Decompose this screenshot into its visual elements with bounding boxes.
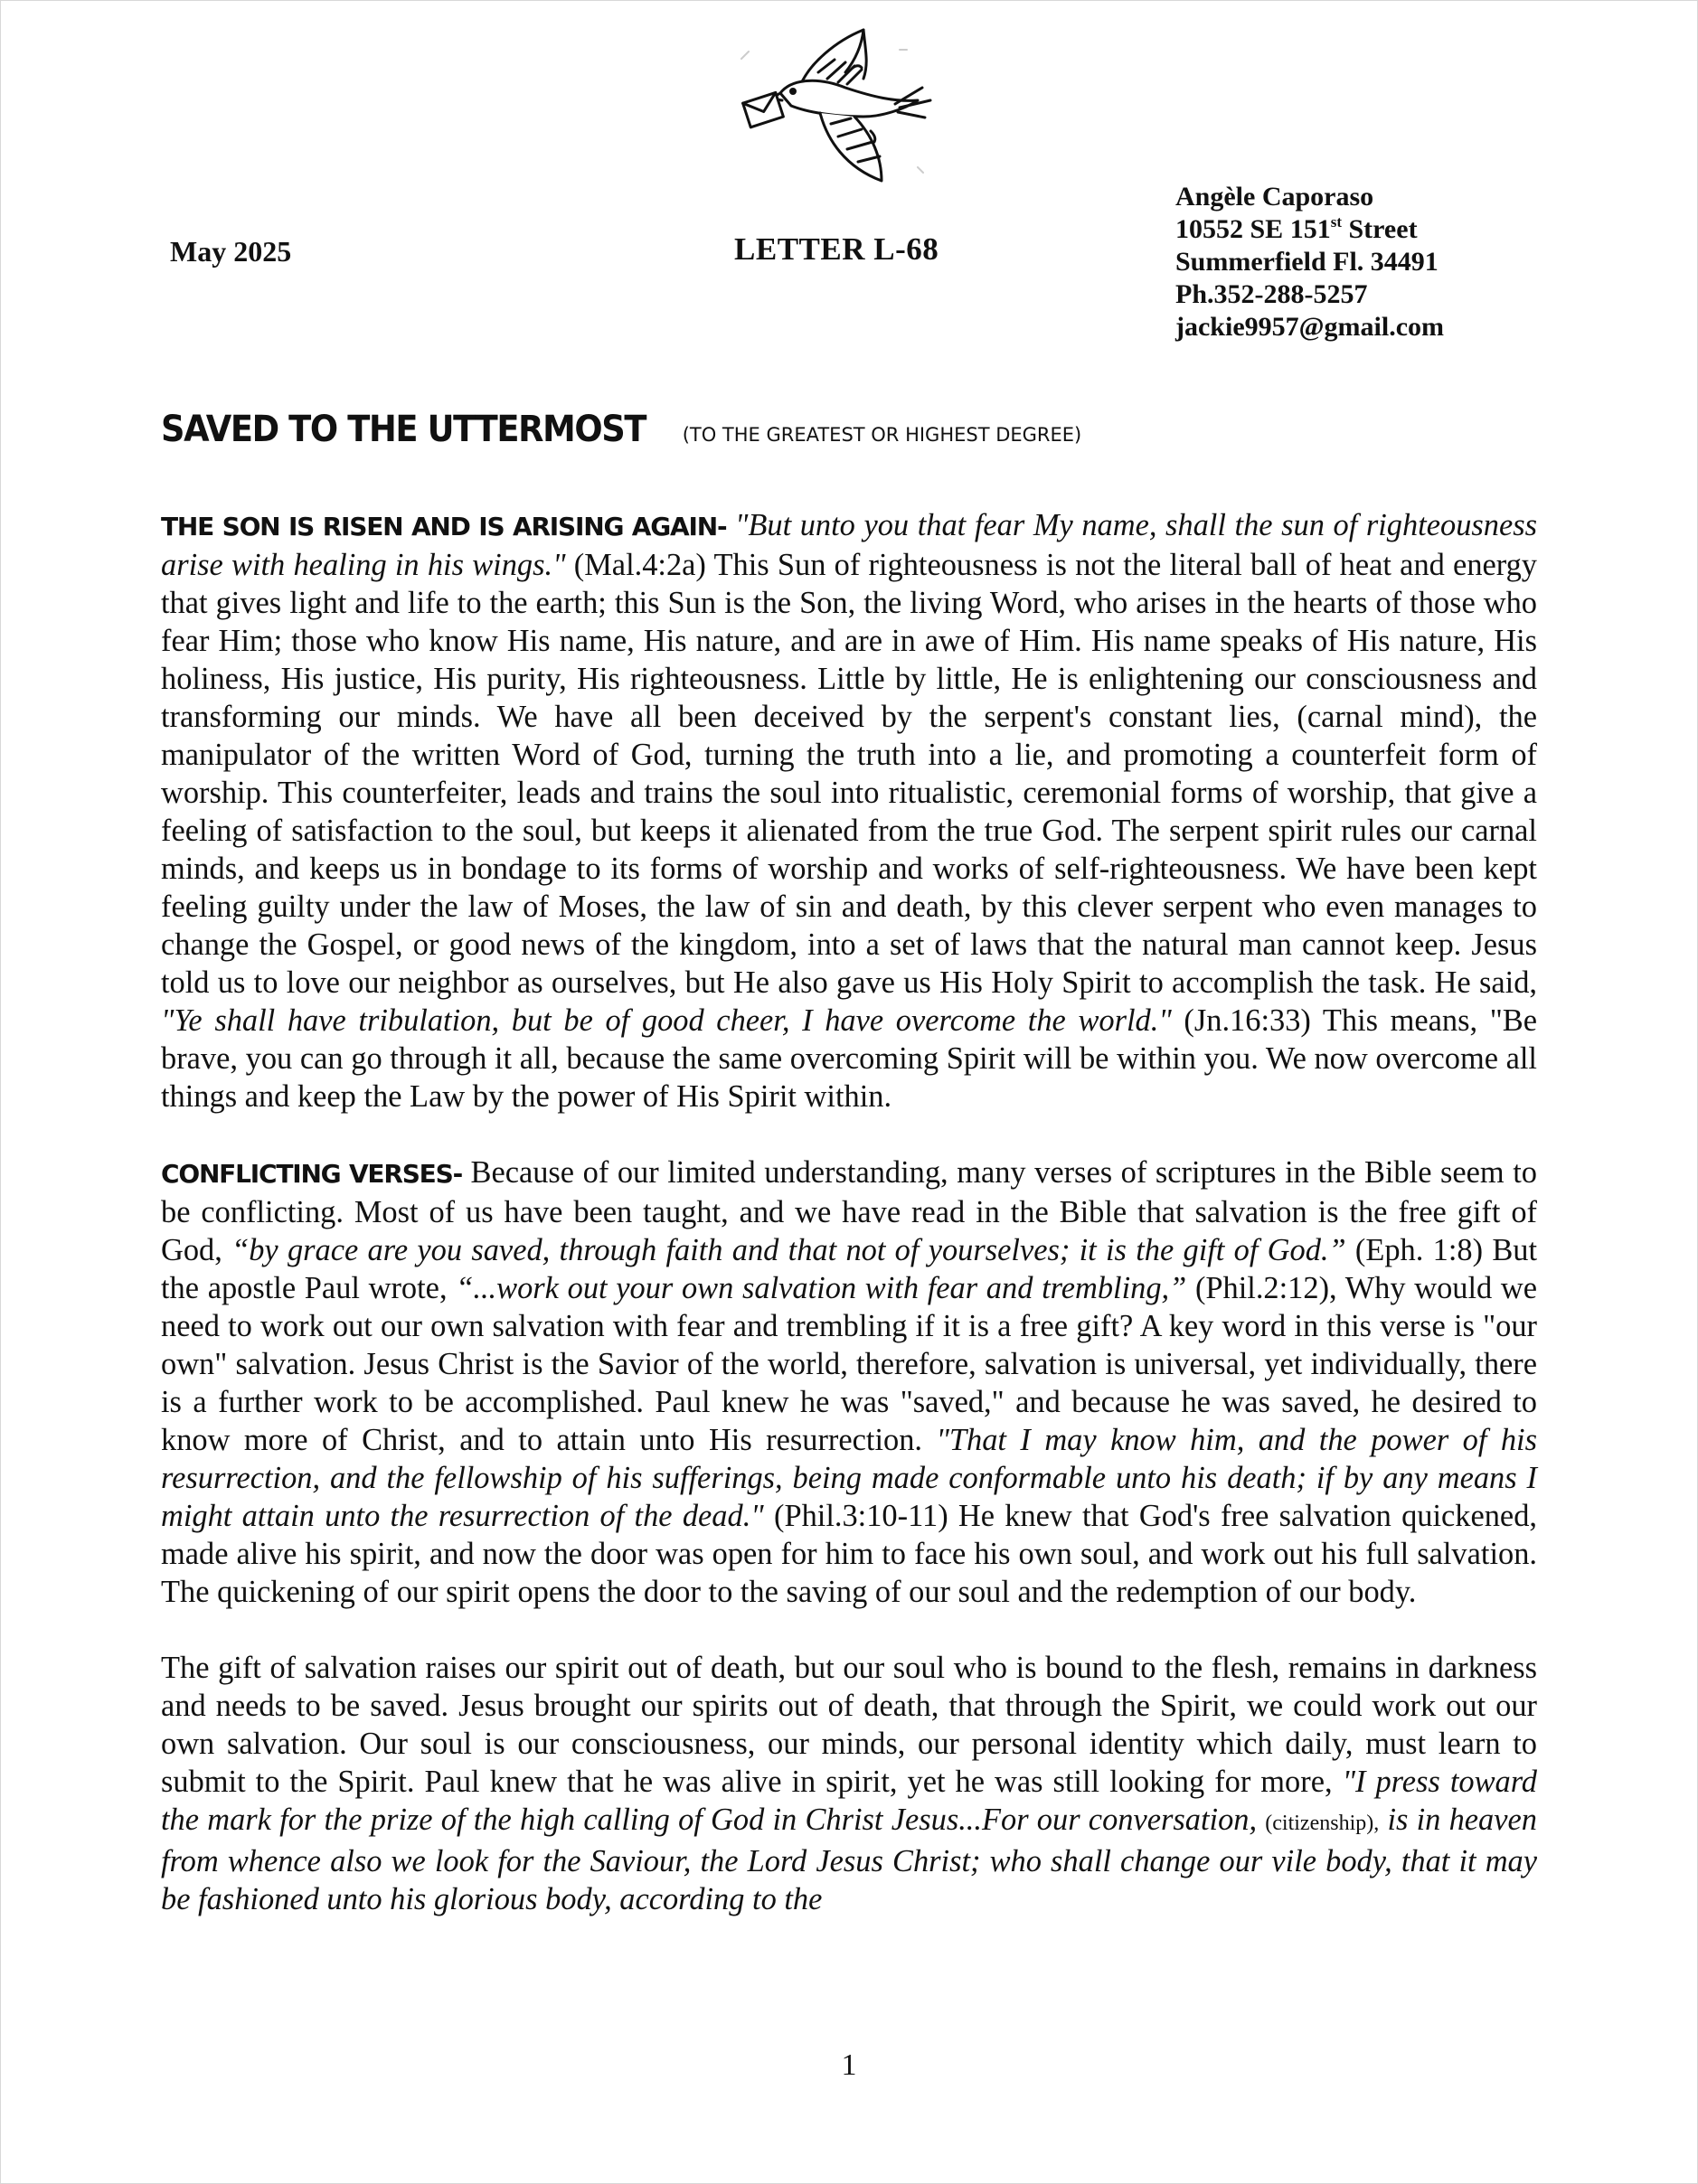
section-heading: CONFLICTING VERSES- [161,1159,471,1189]
paragraph-text: (Mal.4:2a) This Sun of righteousness is not the literal ball of heat and energy that gives light and life to the earth; this Sun is the Son, the living Word, who arises in the hearts of those who fear Him; those who know His name, His nature, and are in awe of Him. His name speaks of His nature, His holiness, His justice, His purity, His righteousness. Little by little, He is enlightening our consciousness and transforming our minds. We have all been deceived by the serpent's constant lies, (carnal mind), the manipulator of the written Word of God, turning the truth into a lie, and promoting a counterfeit form of worship. This counterfeiter, leads and trains the soul into ritualistic, ceremonial forms of worship, that give a feeling of satisfaction to the soul, but keeps it alienated from the true God. The serpent spirit rules our carnal minds, and keeps us in bondage to its forms of worship and works of self-righteousness. We have been kept feeling guilty under the law of Moses, the law of sin and death, by this clever serpent who even manages to change the Gospel, or good news of the kingdom, into a set of laws that the natural man cannot keep. Jesus told us to love our neighbor as ourselves, but He also gave us His Holy Spirit to accomplish the task. He said, [161,548,1538,1000]
page-number: 1 [841,2048,857,2082]
dove-with-letter-icon [737,23,936,190]
scripture-quote: "That I may know him, and the power of his resurrection, and the fellowship of his sufferings, being made conformable unto his death; if by any means I might attain unto the resurrection of the dead." [161,1423,1537,1533]
letter-date: May 2025 [170,235,292,268]
scripture-quote: "Ye shall have tribulation, but be of good cheer, I have overcome the world." [161,1003,1172,1038]
paragraph-text: (Eph. 1:8) But the apostle Paul wrote, [161,1233,1538,1305]
paragraph-text: (Jn.16:33) This means, "Be brave, you can go through it all, because the same overcoming Spirit will be within you. We now overcome all things and keep the Law by the power of His Spirit within. [161,1003,1537,1114]
street-name: Street [1341,214,1418,244]
scripture-quote: “...work out your own salvation with fear and trembling,” [456,1271,1187,1305]
paragraph-conflicting-verses [161,1153,1537,1611]
paragraph-text: The gift of salvation raises our spirit out of death, but our soul who is bound to the flesh, remains in darkness and needs to be saved. Jesus brought our spirits out of death, that through the Spirit, we could work out our own salvation. Our soul is our consciousness, our minds, our personal identity which daily, must learn to submit to the Spirit. Paul knew that he was alive in spirit, yet he was still looking for more, [161,1651,1537,1799]
main-heading [161,409,1081,450]
paragraph-text: (Phil.3:10-11) He knew that God's free salvation quickened, made alive his spirit, and now the door was open for him to face his own soul, and work out his full salvation. The quickening of our spirit opens the door to the saving of our soul and the redemption of our body. [161,1499,1537,1609]
street-suffix: st [1330,213,1342,231]
paragraph-text: Because of our limited understanding, many verses of scriptures in the Bible seem to be conflicting. Most of us have been taught, and we have read in the Bible that salvation is the free gift of God, [161,1155,1537,1267]
sender-address-block [1175,181,1444,344]
sender-city: Summerfield Fl. 34491 [1175,247,1439,277]
sender-street [1175,213,1444,246]
letter-body [161,506,1537,1956]
scripture-quote: "I press toward the mark for the prize of the high calling of God in Christ Jesus...For our conversation, [161,1765,1538,1837]
paragraph-text: (Phil.2:12), Why would we need to work out our own salvation with fear and trembling if it is a free gift? A key word in this verse is "our own" salvation. Jesus Christ is the Savior of the world, therefore, salvation is universal, yet individually, there is a further work to be accomplished. Paul knew he was "saved," and because he was saved, he desired to know more of Christ, and to attain unto His resurrection. [161,1271,1538,1457]
paragraph-gift-of-salvation [161,1649,1537,1918]
main-subtitle: (TO THE GREATEST OR HIGHEST DEGREE) [682,424,1082,446]
inline-note: (citizenship), [1265,1812,1380,1835]
section-heading: THE SON IS RISEN AND IS ARISING AGAIN- [161,512,735,541]
sender-phone: Ph.352-288-5257 [1175,279,1368,309]
sender-name: Angèle Caporaso [1175,182,1374,212]
main-title: SAVED TO THE UTTERMOST [161,409,646,450]
street-number: 10552 SE 151 [1175,214,1331,244]
scripture-quote: "But unto you that fear My name, shall the sun of righteousness arise with healing in his wings." [161,508,1537,582]
sender-email: jackie9957@gmail.com [1175,312,1445,342]
letter-title: LETTER L-68 [734,231,939,267]
scripture-quote: is in heaven from whence also we look for the Saviour, the Lord Jesus Christ; who shall change our vile body, that it may be fashioned unto his glorious body, according to the [161,1803,1537,1916]
scripture-quote: “by grace are you saved, through faith and that not of yourselves; it is the gift of God.” [231,1233,1346,1267]
paragraph-son-is-risen [161,506,1537,1116]
